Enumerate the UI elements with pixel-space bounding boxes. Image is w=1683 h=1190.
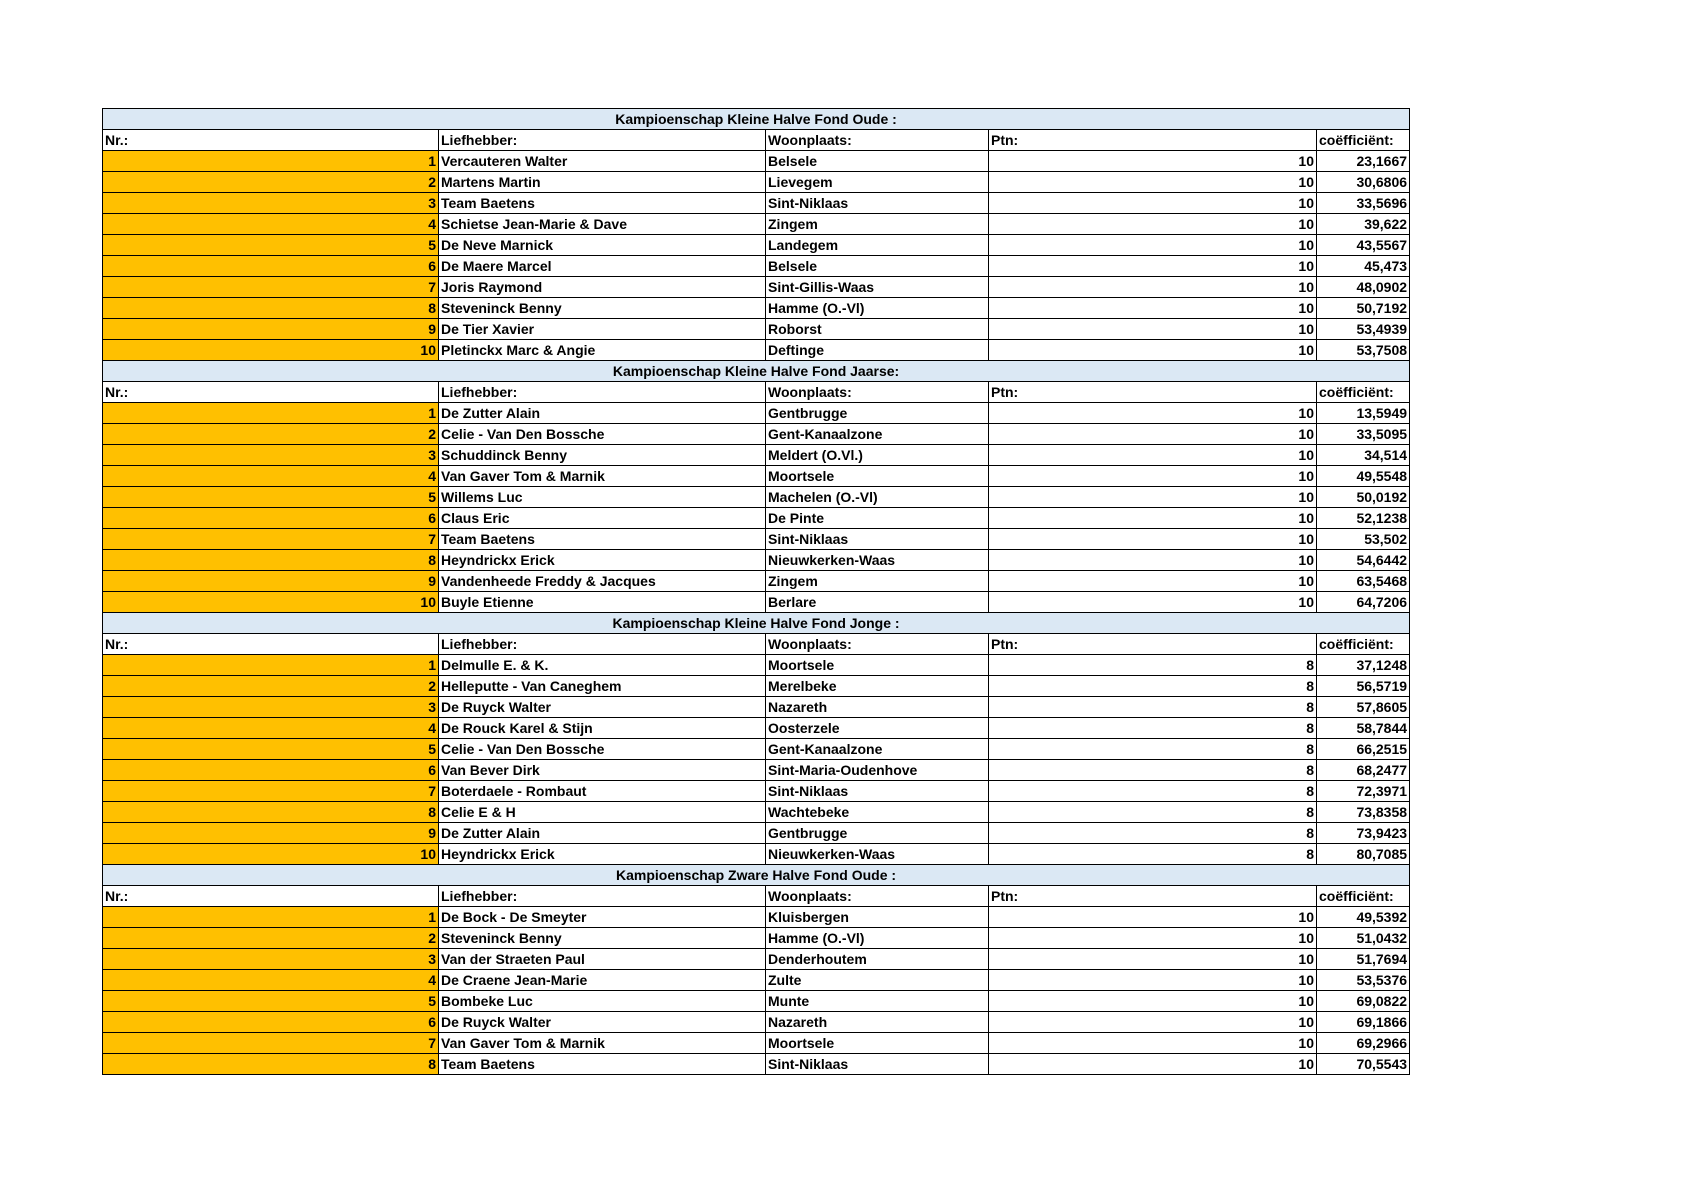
rank-cell: 7: [103, 781, 439, 802]
fancier-name-cell: De Zutter Alain: [439, 403, 766, 424]
section-title-row: [103, 361, 1410, 382]
rank-cell: 2: [103, 676, 439, 697]
table-row: [103, 403, 1410, 424]
points-cell: 10: [989, 592, 1317, 613]
fancier-name-cell: De Maere Marcel: [439, 256, 766, 277]
fancier-name-cell: Vercauteren Walter: [439, 151, 766, 172]
fancier-name-cell: De Neve Marnick: [439, 235, 766, 256]
table-row: [103, 340, 1410, 361]
coefficient-cell: 73,8358: [1317, 802, 1410, 823]
rank-cell: 8: [103, 1054, 439, 1075]
rank-cell: 3: [103, 949, 439, 970]
table-row: [103, 970, 1410, 991]
header-coefficient: coëfficiënt:: [1317, 886, 1410, 907]
header-points: Ptn:: [989, 382, 1317, 403]
points-cell: 10: [989, 1033, 1317, 1054]
section-title-row: [103, 613, 1410, 634]
header-name: Liefhebber:: [439, 382, 766, 403]
town-cell: Zingem: [766, 214, 989, 235]
town-cell: Machelen (O.-Vl): [766, 487, 989, 508]
rank-cell: 8: [103, 550, 439, 571]
coefficient-cell: 63,5468: [1317, 571, 1410, 592]
rank-cell: 3: [103, 193, 439, 214]
table-row: [103, 949, 1410, 970]
table-row: [103, 739, 1410, 760]
coefficient-cell: 70,5543: [1317, 1054, 1410, 1075]
town-cell: Hamme (O.-Vl): [766, 298, 989, 319]
header-nr: Nr.:: [103, 382, 439, 403]
coefficient-cell: 53,5376: [1317, 970, 1410, 991]
points-cell: 10: [989, 991, 1317, 1012]
points-cell: 10: [989, 529, 1317, 550]
table-row: [103, 676, 1410, 697]
points-cell: 10: [989, 970, 1317, 991]
town-cell: Gent-Kanaalzone: [766, 424, 989, 445]
town-cell: Berlare: [766, 592, 989, 613]
town-cell: Sint-Niklaas: [766, 781, 989, 802]
table-row: [103, 718, 1410, 739]
fancier-name-cell: Martens Martin: [439, 172, 766, 193]
coefficient-cell: 80,7085: [1317, 844, 1410, 865]
coefficient-cell: 50,7192: [1317, 298, 1410, 319]
table-row: [103, 781, 1410, 802]
section-title: Kampioenschap Kleine Halve Fond Jonge :: [103, 613, 1410, 634]
fancier-name-cell: Van Gaver Tom & Marnik: [439, 466, 766, 487]
header-coefficient: coëfficiënt:: [1317, 382, 1410, 403]
table-row: [103, 697, 1410, 718]
rank-cell: 2: [103, 172, 439, 193]
coefficient-cell: 49,5548: [1317, 466, 1410, 487]
coefficient-cell: 45,473: [1317, 256, 1410, 277]
points-cell: 10: [989, 466, 1317, 487]
town-cell: Moortsele: [766, 655, 989, 676]
town-cell: Wachtebeke: [766, 802, 989, 823]
table-row: [103, 235, 1410, 256]
table-row: [103, 151, 1410, 172]
header-name: Liefhebber:: [439, 634, 766, 655]
table-row: [103, 928, 1410, 949]
coefficient-cell: 23,1667: [1317, 151, 1410, 172]
table-row: [103, 256, 1410, 277]
points-cell: 10: [989, 340, 1317, 361]
rank-cell: 4: [103, 466, 439, 487]
rank-cell: 6: [103, 256, 439, 277]
coefficient-cell: 68,2477: [1317, 760, 1410, 781]
header-town: Woonplaats:: [766, 130, 989, 151]
points-cell: 10: [989, 298, 1317, 319]
table-row: [103, 172, 1410, 193]
points-cell: 8: [989, 760, 1317, 781]
town-cell: Nazareth: [766, 697, 989, 718]
coefficient-cell: 30,6806: [1317, 172, 1410, 193]
table-row: [103, 214, 1410, 235]
header-nr: Nr.:: [103, 634, 439, 655]
town-cell: Roborst: [766, 319, 989, 340]
rank-cell: 6: [103, 1012, 439, 1033]
fancier-name-cell: Celie - Van Den Bossche: [439, 424, 766, 445]
fancier-name-cell: Team Baetens: [439, 529, 766, 550]
table-row: [103, 277, 1410, 298]
rank-cell: 7: [103, 1033, 439, 1054]
coefficient-cell: 69,1866: [1317, 1012, 1410, 1033]
town-cell: Sint-Niklaas: [766, 529, 989, 550]
fancier-name-cell: Joris Raymond: [439, 277, 766, 298]
header-town: Woonplaats:: [766, 886, 989, 907]
coefficient-cell: 51,0432: [1317, 928, 1410, 949]
points-cell: 10: [989, 256, 1317, 277]
points-cell: 10: [989, 151, 1317, 172]
points-cell: 10: [989, 319, 1317, 340]
table-row: [103, 991, 1410, 1012]
points-cell: 10: [989, 172, 1317, 193]
town-cell: Belsele: [766, 151, 989, 172]
points-cell: 10: [989, 571, 1317, 592]
rank-cell: 9: [103, 319, 439, 340]
points-cell: 10: [989, 235, 1317, 256]
points-cell: 8: [989, 676, 1317, 697]
coefficient-cell: 54,6442: [1317, 550, 1410, 571]
rank-cell: 7: [103, 529, 439, 550]
coefficient-cell: 33,5696: [1317, 193, 1410, 214]
points-cell: 10: [989, 928, 1317, 949]
rank-cell: 9: [103, 571, 439, 592]
rank-cell: 1: [103, 151, 439, 172]
town-cell: Belsele: [766, 256, 989, 277]
header-town: Woonplaats:: [766, 634, 989, 655]
town-cell: De Pinte: [766, 508, 989, 529]
town-cell: Gent-Kanaalzone: [766, 739, 989, 760]
rank-cell: 5: [103, 739, 439, 760]
fancier-name-cell: Van Bever Dirk: [439, 760, 766, 781]
town-cell: Denderhoutem: [766, 949, 989, 970]
coefficient-cell: 53,4939: [1317, 319, 1410, 340]
fancier-name-cell: Heyndrickx Erick: [439, 550, 766, 571]
points-cell: 8: [989, 802, 1317, 823]
header-coefficient: coëfficiënt:: [1317, 130, 1410, 151]
coefficient-cell: 69,2966: [1317, 1033, 1410, 1054]
points-cell: 8: [989, 739, 1317, 760]
table-row: [103, 592, 1410, 613]
points-cell: 8: [989, 655, 1317, 676]
fancier-name-cell: Van Gaver Tom & Marnik: [439, 1033, 766, 1054]
town-cell: Munte: [766, 991, 989, 1012]
coefficient-cell: 34,514: [1317, 445, 1410, 466]
town-cell: Gentbrugge: [766, 823, 989, 844]
coefficient-cell: 50,0192: [1317, 487, 1410, 508]
section-title-row: [103, 865, 1410, 886]
table-row: [103, 907, 1410, 928]
points-cell: 10: [989, 424, 1317, 445]
rank-cell: 9: [103, 823, 439, 844]
town-cell: Meldert (O.Vl.): [766, 445, 989, 466]
fancier-name-cell: Vandenheede Freddy & Jacques: [439, 571, 766, 592]
town-cell: Sint-Niklaas: [766, 193, 989, 214]
points-cell: 10: [989, 907, 1317, 928]
rank-cell: 8: [103, 802, 439, 823]
coefficient-cell: 37,1248: [1317, 655, 1410, 676]
town-cell: Zulte: [766, 970, 989, 991]
town-cell: Nieuwkerken-Waas: [766, 844, 989, 865]
rank-cell: 7: [103, 277, 439, 298]
fancier-name-cell: Team Baetens: [439, 1054, 766, 1075]
coefficient-cell: 52,1238: [1317, 508, 1410, 529]
rank-cell: 2: [103, 424, 439, 445]
header-coefficient: coëfficiënt:: [1317, 634, 1410, 655]
table-row: [103, 193, 1410, 214]
coefficient-cell: 33,5095: [1317, 424, 1410, 445]
column-header-row: [103, 886, 1410, 907]
fancier-name-cell: Schuddinck Benny: [439, 445, 766, 466]
table-row: [103, 466, 1410, 487]
rank-cell: 10: [103, 844, 439, 865]
fancier-name-cell: Bombeke Luc: [439, 991, 766, 1012]
rank-cell: 3: [103, 445, 439, 466]
coefficient-cell: 58,7844: [1317, 718, 1410, 739]
points-cell: 10: [989, 214, 1317, 235]
table-row: [103, 487, 1410, 508]
fancier-name-cell: De Rouck Karel & Stijn: [439, 718, 766, 739]
header-name: Liefhebber:: [439, 886, 766, 907]
table-row: [103, 529, 1410, 550]
points-cell: 8: [989, 697, 1317, 718]
rank-cell: 5: [103, 235, 439, 256]
points-cell: 10: [989, 508, 1317, 529]
table-row: [103, 823, 1410, 844]
town-cell: Deftinge: [766, 340, 989, 361]
town-cell: Landegem: [766, 235, 989, 256]
table-row: [103, 802, 1410, 823]
town-cell: Moortsele: [766, 1033, 989, 1054]
fancier-name-cell: Helleputte - Van Caneghem: [439, 676, 766, 697]
fancier-name-cell: De Tier Xavier: [439, 319, 766, 340]
table-row: [103, 319, 1410, 340]
coefficient-cell: 64,7206: [1317, 592, 1410, 613]
results-sheet-body: [103, 109, 1410, 1075]
header-name: Liefhebber:: [439, 130, 766, 151]
coefficient-cell: 53,7508: [1317, 340, 1410, 361]
table-row: [103, 655, 1410, 676]
table-row: [103, 550, 1410, 571]
fancier-name-cell: Van der Straeten Paul: [439, 949, 766, 970]
fancier-name-cell: Delmulle E. & K.: [439, 655, 766, 676]
coefficient-cell: 69,0822: [1317, 991, 1410, 1012]
table-row: [103, 1054, 1410, 1075]
fancier-name-cell: De Ruyck Walter: [439, 1012, 766, 1033]
column-header-row: [103, 634, 1410, 655]
coefficient-cell: 73,9423: [1317, 823, 1410, 844]
points-cell: 10: [989, 487, 1317, 508]
header-points: Ptn:: [989, 634, 1317, 655]
header-nr: Nr.:: [103, 886, 439, 907]
table-row: [103, 844, 1410, 865]
coefficient-cell: 57,8605: [1317, 697, 1410, 718]
fancier-name-cell: Claus Eric: [439, 508, 766, 529]
coefficient-cell: 72,3971: [1317, 781, 1410, 802]
rank-cell: 1: [103, 403, 439, 424]
town-cell: Hamme (O.-Vl): [766, 928, 989, 949]
points-cell: 10: [989, 550, 1317, 571]
fancier-name-cell: Schietse Jean-Marie & Dave: [439, 214, 766, 235]
points-cell: 8: [989, 823, 1317, 844]
column-header-row: [103, 130, 1410, 151]
coefficient-cell: 39,622: [1317, 214, 1410, 235]
table-row: [103, 571, 1410, 592]
points-cell: 10: [989, 193, 1317, 214]
coefficient-cell: 56,5719: [1317, 676, 1410, 697]
town-cell: Lievegem: [766, 172, 989, 193]
header-town: Woonplaats:: [766, 382, 989, 403]
points-cell: 10: [989, 445, 1317, 466]
town-cell: Kluisbergen: [766, 907, 989, 928]
table-row: [103, 508, 1410, 529]
table-row: [103, 1012, 1410, 1033]
rank-cell: 3: [103, 697, 439, 718]
points-cell: 10: [989, 1012, 1317, 1033]
fancier-name-cell: De Ruyck Walter: [439, 697, 766, 718]
rank-cell: 1: [103, 655, 439, 676]
rank-cell: 4: [103, 970, 439, 991]
town-cell: Moortsele: [766, 466, 989, 487]
town-cell: Gentbrugge: [766, 403, 989, 424]
town-cell: Zingem: [766, 571, 989, 592]
town-cell: Sint-Gillis-Waas: [766, 277, 989, 298]
rank-cell: 6: [103, 760, 439, 781]
points-cell: 8: [989, 718, 1317, 739]
section-title: Kampioenschap Kleine Halve Fond Oude :: [103, 109, 1410, 130]
section-title: Kampioenschap Zware Halve Fond Oude :: [103, 865, 1410, 886]
points-cell: 10: [989, 277, 1317, 298]
fancier-name-cell: Buyle Etienne: [439, 592, 766, 613]
section-title: Kampioenschap Kleine Halve Fond Jaarse:: [103, 361, 1410, 382]
town-cell: Nieuwkerken-Waas: [766, 550, 989, 571]
column-header-row: [103, 382, 1410, 403]
header-points: Ptn:: [989, 130, 1317, 151]
coefficient-cell: 48,0902: [1317, 277, 1410, 298]
town-cell: Sint-Niklaas: [766, 1054, 989, 1075]
coefficient-cell: 49,5392: [1317, 907, 1410, 928]
town-cell: Sint-Maria-Oudenhove: [766, 760, 989, 781]
rank-cell: 10: [103, 340, 439, 361]
rank-cell: 5: [103, 991, 439, 1012]
fancier-name-cell: Steveninck Benny: [439, 928, 766, 949]
fancier-name-cell: Boterdaele - Rombaut: [439, 781, 766, 802]
header-points: Ptn:: [989, 886, 1317, 907]
coefficient-cell: 51,7694: [1317, 949, 1410, 970]
fancier-name-cell: Pletinckx Marc & Angie: [439, 340, 766, 361]
rank-cell: 4: [103, 214, 439, 235]
fancier-name-cell: Willems Luc: [439, 487, 766, 508]
rank-cell: 5: [103, 487, 439, 508]
table-row: [103, 1033, 1410, 1054]
rank-cell: 8: [103, 298, 439, 319]
rank-cell: 6: [103, 508, 439, 529]
town-cell: Nazareth: [766, 1012, 989, 1033]
coefficient-cell: 53,502: [1317, 529, 1410, 550]
section-title-row: [103, 109, 1410, 130]
fancier-name-cell: Team Baetens: [439, 193, 766, 214]
points-cell: 8: [989, 844, 1317, 865]
coefficient-cell: 13,5949: [1317, 403, 1410, 424]
table-row: [103, 298, 1410, 319]
fancier-name-cell: Heyndrickx Erick: [439, 844, 766, 865]
coefficient-cell: 43,5567: [1317, 235, 1410, 256]
town-cell: Oosterzele: [766, 718, 989, 739]
town-cell: Merelbeke: [766, 676, 989, 697]
fancier-name-cell: De Bock - De Smeyter: [439, 907, 766, 928]
points-cell: 8: [989, 781, 1317, 802]
fancier-name-cell: Celie - Van Den Bossche: [439, 739, 766, 760]
fancier-name-cell: Celie E & H: [439, 802, 766, 823]
rank-cell: 10: [103, 592, 439, 613]
rank-cell: 2: [103, 928, 439, 949]
table-row: [103, 424, 1410, 445]
results-sheet: [102, 108, 1410, 1075]
fancier-name-cell: De Craene Jean-Marie: [439, 970, 766, 991]
table-row: [103, 445, 1410, 466]
points-cell: 10: [989, 949, 1317, 970]
rank-cell: 1: [103, 907, 439, 928]
header-nr: Nr.:: [103, 130, 439, 151]
rank-cell: 4: [103, 718, 439, 739]
table-row: [103, 760, 1410, 781]
points-cell: 10: [989, 1054, 1317, 1075]
fancier-name-cell: Steveninck Benny: [439, 298, 766, 319]
points-cell: 10: [989, 403, 1317, 424]
coefficient-cell: 66,2515: [1317, 739, 1410, 760]
fancier-name-cell: De Zutter Alain: [439, 823, 766, 844]
